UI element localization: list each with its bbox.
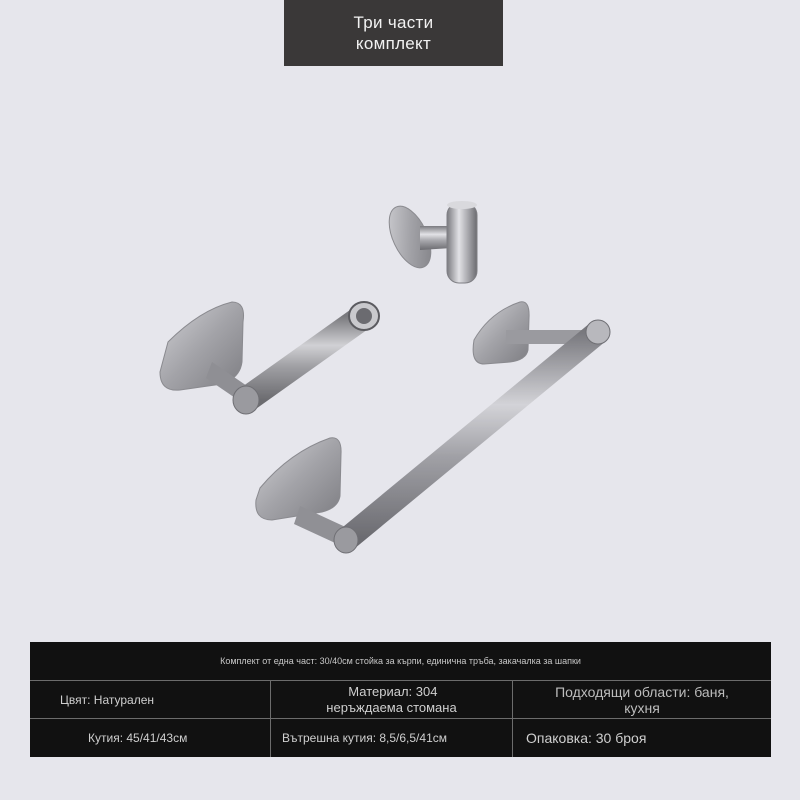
spec-table [30,642,771,757]
paper-holder-icon [160,302,379,414]
spec-areas-line-2: кухня [624,699,660,716]
spec-material [271,681,512,718]
spec-material-line-1: Материал: 304 [348,683,438,699]
spec-header: Комплект от една част: 30/40см стойка за кърпи, единична тръба, закачалка за шапки [220,656,581,666]
hook-icon [381,200,477,283]
spec-color: Цвят: Натурален [60,692,155,707]
spec-material-line-2: неръждаема стомана [326,699,457,715]
spec-package: Опаковка: 30 броя [526,730,647,746]
spec-areas [513,681,771,718]
spec-box: Кутия: 45/41/43см [88,731,188,745]
spec-areas-line-1: Подходящи области: баня, [555,683,729,700]
title-line-2: комплект [355,34,432,53]
title-line-1: Три части [353,13,434,32]
spec-inner-box: Вътрешна кутия: 8,5/6,5/41см [282,731,447,745]
